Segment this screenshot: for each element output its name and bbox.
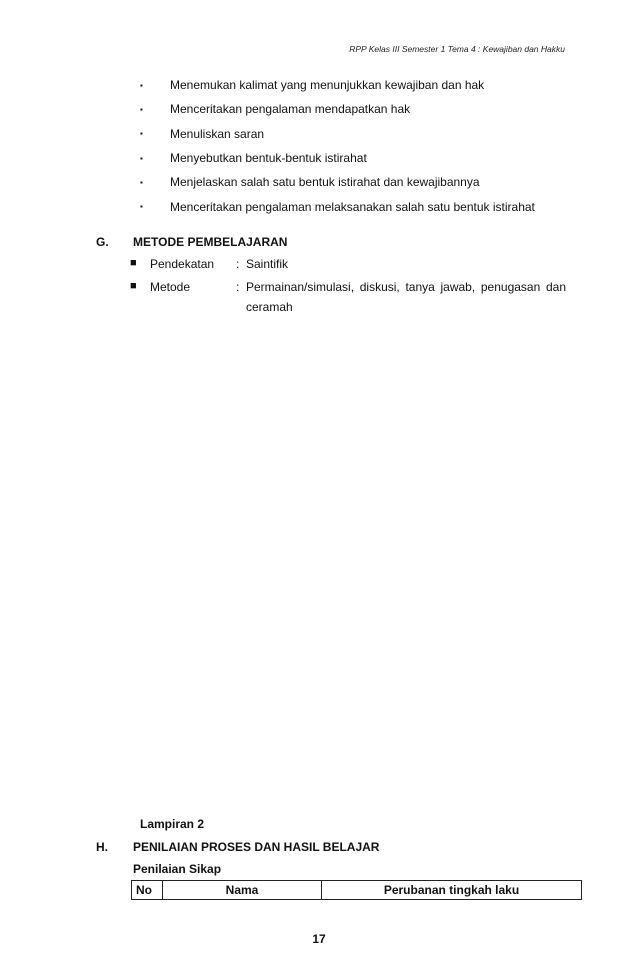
lampiran-label: Lampiran 2 — [140, 817, 205, 831]
list-item — [140, 146, 535, 170]
square-bullet-icon: ▪ — [140, 80, 143, 90]
list-item-text: Menceritakan pengalaman melaksanakan salah satu bentuk istirahat — [170, 199, 535, 214]
list-item-text: Menemukan kalimat yang menunjukkan kewajiban dan hak — [170, 78, 485, 93]
section-h-letter: H. — [96, 840, 108, 854]
square-bullet-icon: ▪ — [140, 129, 143, 139]
list-item-text: Menyebutkan bentuk-bentuk istirahat — [170, 151, 367, 166]
method-label: Metode — [150, 280, 191, 294]
method-value: Permainan/simulasi, diskusi, tanya jawab, penugasan dan ceramah — [246, 280, 566, 314]
list-item-text: Menjelaskan salah satu bentuk istirahat dan kewajibannya — [170, 175, 480, 190]
list-item — [140, 122, 535, 146]
square-bullet-icon: ▪ — [140, 153, 143, 163]
section-g-title: METODE PEMBELAJARAN — [133, 235, 288, 249]
square-bullet-icon: ▪ — [140, 104, 143, 114]
square-bullet-icon: ■ — [130, 257, 137, 269]
penilaian-sikap-table — [131, 880, 582, 900]
table-header-row — [132, 881, 582, 900]
square-bullet-icon: ■ — [130, 280, 137, 292]
section-h-subtitle: Penilaian Sikap — [133, 862, 222, 876]
method-row-metode — [130, 280, 566, 317]
method-row-pendekatan — [130, 257, 566, 271]
list-item — [140, 170, 535, 194]
table-header-no: No — [132, 881, 163, 900]
table-header-perubahan: Perubanan tingkah laku — [322, 881, 582, 900]
method-colon: : — [236, 280, 240, 294]
page-number: 17 — [312, 932, 326, 946]
indicator-list — [140, 73, 535, 219]
method-colon: : — [236, 257, 240, 271]
method-value: Saintifik — [246, 257, 289, 271]
list-item — [140, 73, 535, 97]
method-label: Pendekatan — [150, 257, 215, 271]
section-g-letter: G. — [96, 235, 109, 249]
list-item — [140, 194, 535, 218]
running-header: RPP Kelas III Semester 1 Tema 4 : Kewajiban dan Hakku — [349, 44, 565, 54]
table-header-nama: Nama — [163, 881, 322, 900]
list-item-text: Menceritakan pengalaman mendapatkan hak — [170, 102, 411, 117]
list-item — [140, 97, 535, 121]
section-h-title: PENILAIAN PROSES DAN HASIL BELAJAR — [133, 840, 380, 854]
square-bullet-icon: ▪ — [140, 177, 143, 187]
list-item-text: Menuliskan saran — [170, 126, 265, 141]
square-bullet-icon: ▪ — [140, 202, 143, 212]
